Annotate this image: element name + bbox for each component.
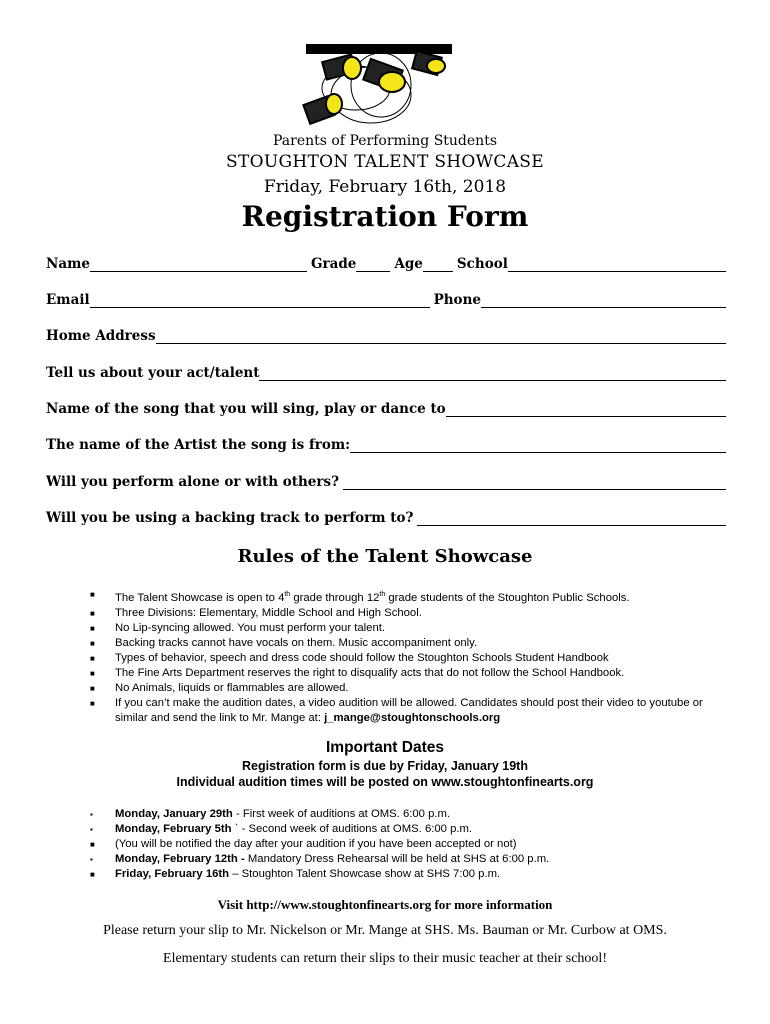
form-row-perform (46, 472, 726, 490)
backing-field[interactable] (417, 511, 726, 526)
name-label: Name (46, 256, 90, 272)
artist-field[interactable] (350, 438, 726, 453)
form-row-artist (46, 435, 726, 453)
visit-website: Visit http://www.stoughtonfinearts.org for more information (217, 897, 553, 912)
form-row-backing (46, 508, 726, 526)
audition-times-note: Individual audition times will be posted on www.stoughtonfinearts.org (176, 775, 594, 789)
registration-due: Registration form is due by Friday, January 19th (242, 759, 528, 773)
name-field[interactable] (90, 257, 307, 272)
list-item: ■ Friday, February 16th – Stoughton Talent Showcase show at SHS 7:00 p.m. (90, 868, 501, 880)
perform-label: Will you perform alone or with others? (46, 474, 339, 490)
list-item: ▪ Monday, January 29th - First week of auditions at OMS. 6:00 p.m. (90, 808, 451, 820)
list-item: ■ No Animals, liquids or flammables are allowed. (90, 681, 349, 694)
home-address-field[interactable] (156, 329, 726, 344)
phone-field[interactable] (481, 293, 726, 308)
list-item: ■ Three Divisions: Elementary, Middle School and High School. (90, 606, 422, 619)
dates-title: Important Dates (326, 739, 444, 756)
age-field[interactable] (423, 257, 453, 272)
email-label: Email (46, 292, 90, 308)
phone-label: Phone (433, 292, 481, 308)
act-label: Tell us about your act/talent (46, 365, 260, 381)
dates-list (90, 807, 710, 882)
org-name: Parents of Performing Students (272, 133, 497, 149)
bullet-icon: ■ (90, 638, 95, 648)
backing-label: Will you be using a backing track to perform to? (46, 510, 414, 526)
list-item: ■ Types of behavior, speech and dress code should follow the Stoughton Schools Student Handbook (90, 651, 609, 664)
act-field[interactable] (259, 366, 726, 381)
bullet-icon: ■ (90, 653, 95, 663)
bullet-icon: ■ (90, 698, 95, 708)
rules-list (90, 587, 710, 726)
list-item: ■ Backing tracks cannot have vocals on them. Music accompaniment only. (90, 636, 478, 649)
list-item: ■ If you can’t make the audition dates, a video audition will be allowed. Candidates should post their video to youtube or similar and send the link to Mr. Mange at: j_mange@stoughtonschools.org (90, 696, 703, 724)
home-address-label: Home Address (46, 328, 156, 344)
bullet-icon: ■ (90, 668, 95, 678)
bullet-icon: ▪ (90, 855, 93, 864)
list-item: ■ The Fine Arts Department reserves the right to disqualify acts that do not follow the School Handbook. (90, 666, 625, 679)
event-date: Friday, February 16th, 2018 (263, 177, 507, 197)
song-field[interactable] (446, 402, 726, 417)
school-label: School (456, 256, 508, 272)
grade-label: Grade (310, 256, 357, 272)
email-field[interactable] (90, 293, 430, 308)
contact-email[interactable]: j_mange@stoughtonschools.org (324, 711, 501, 724)
bullet-icon: ▪ (90, 825, 93, 834)
event-name: STOUGHTON TALENT SHOWCASE (226, 152, 544, 172)
form-row-name (46, 254, 726, 272)
song-label: Name of the song that you will sing, play or dance to (46, 401, 446, 417)
form-row-act (46, 363, 726, 381)
elementary-instructions: Elementary students can return their slips to their music teacher at their school! (163, 951, 607, 966)
grade-field[interactable] (356, 257, 390, 272)
bullet-icon: ■ (90, 840, 95, 849)
artist-label: The name of the Artist the song is from: (46, 437, 351, 453)
list-item: ■ (You will be notified the day after your audition if you have been accepted or not) (90, 838, 517, 850)
school-field[interactable] (508, 257, 726, 272)
form-row-song (46, 399, 726, 417)
return-instructions: Please return your slip to Mr. Nickelson or Mr. Mange at SHS. Ms. Bauman or Mr. Curbow at OMS. (103, 923, 667, 938)
list-item: ■ No Lip-syncing allowed. You must perform your talent. (90, 621, 386, 634)
perform-field[interactable] (343, 475, 726, 490)
form-row-email (46, 290, 726, 308)
list-item: ■ The Talent Showcase is open to 4th grade through 12th grade students of the Stoughton Public Schools. (90, 587, 710, 606)
list-item: ▪ Monday, February 5th ` - Second week of auditions at OMS. 6:00 p.m. (90, 823, 473, 835)
stage-lights-logo (296, 40, 466, 132)
bullet-icon: ■ (90, 590, 95, 599)
form-row-address (46, 326, 726, 344)
bullet-icon: ■ (90, 870, 95, 879)
rules-title: Rules of the Talent Showcase (237, 546, 533, 567)
bullet-icon: ■ (90, 683, 95, 693)
age-label: Age (394, 256, 423, 272)
list-item: ▪ Monday, February 12th - Mandatory Dress Rehearsal will be held at SHS at 6:00 p.m. (90, 853, 550, 865)
bullet-icon: ▪ (90, 810, 93, 819)
bullet-icon: ■ (90, 608, 95, 618)
page-title: Registration Form (241, 200, 529, 233)
bullet-icon: ■ (90, 623, 95, 633)
